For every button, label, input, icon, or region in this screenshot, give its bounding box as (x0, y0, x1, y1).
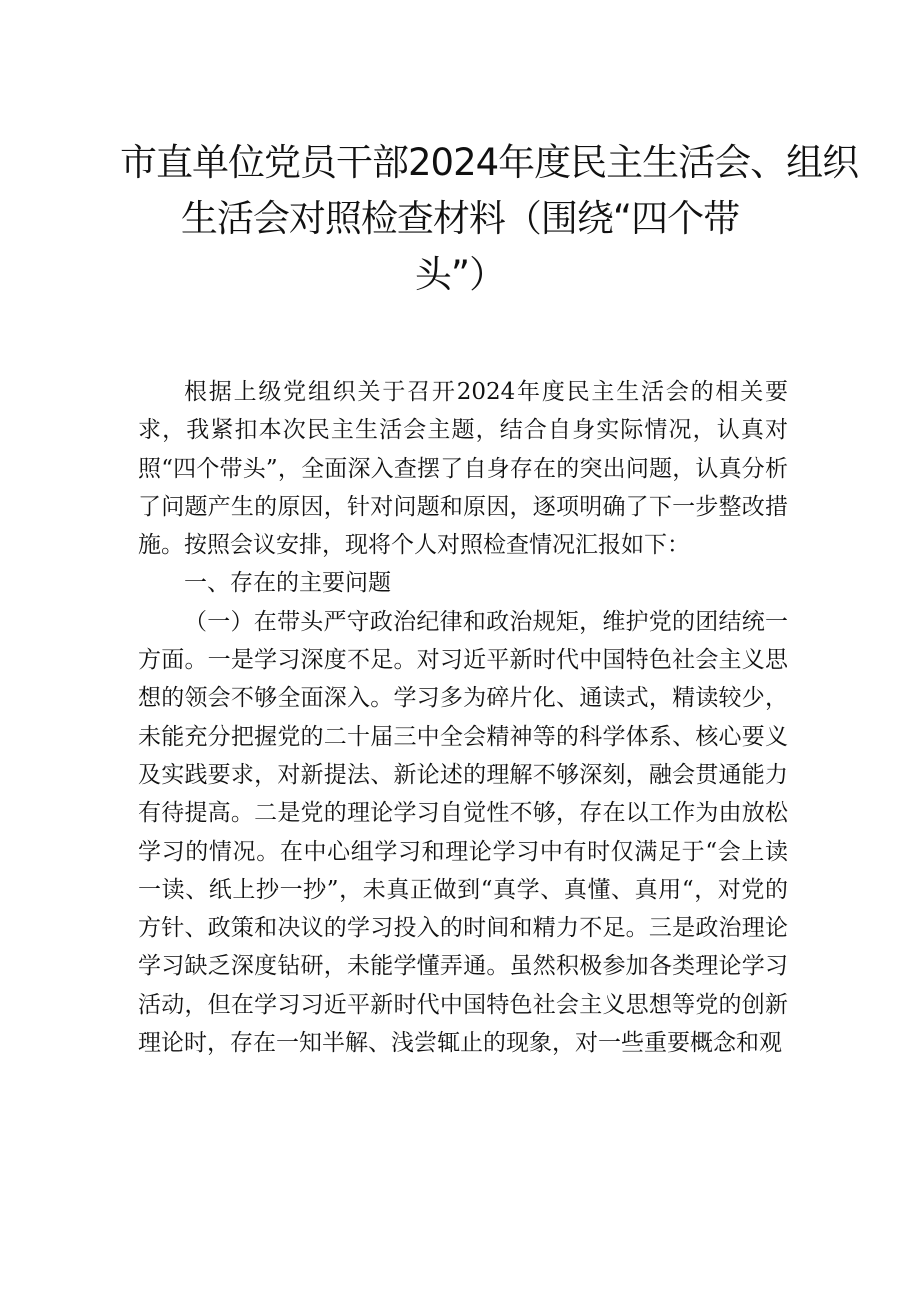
title-line-3: 头”） (414, 253, 506, 296)
document-body (138, 373, 788, 1062)
section-heading: 一、存在的主要问题 (184, 570, 391, 597)
document-title (120, 135, 859, 303)
title-line-1: 市直单位党员干部2024年度民主生活会、组织 (120, 141, 859, 184)
title-line-2: 生活会对照检查材料（围绕“四个带 (180, 197, 740, 240)
subsection-paragraph: （一）在带头严守政治纪律和政治规矩，维护党的团结统一方面。一是学习深度不足。对习近平新时代中国特色社会主义思想的领会不够全面深入。学习多为碎片化、通读式，精读较少，未能充分把握党的二十届三中全会精神等的科学体系、核心要义及实践要求，对新提法、新论述的理解不够深刻，融会贯通能力有待提高。二是党的理论学习自觉性不够，存在以工作为由放松学习的情况。在中心组学习和理论学习中有时仅满足于“会上读一读、纸上抄一抄”，未真正做到“真学、真懂、真用“，对党的方针、政策和决议的学习投入的时间和精力不足。三是政治理论学习缺乏深度钻研，未能学懂弄通。虽然积极参加各类理论学习活动，但在学习习近平新时代中国特色社会主义思想等党的创新理论时，存在一知半解、浅尝辄止的现象，对一些重要概念和观 (138, 608, 788, 1057)
intro-paragraph: 根据上级党组织关于召开2024年度民主生活会的相关要求，我紧扣本次民主生活会主题，结合自身实际情况，认真对照“四个带头”，全面深入查摆了自身存在的突出问题，认真分析了问题产生的原因，针对问题和原因，逐项明确了下一步整改措施。按照会议安排，现将个人对照检查情况汇报如下： (138, 379, 788, 559)
